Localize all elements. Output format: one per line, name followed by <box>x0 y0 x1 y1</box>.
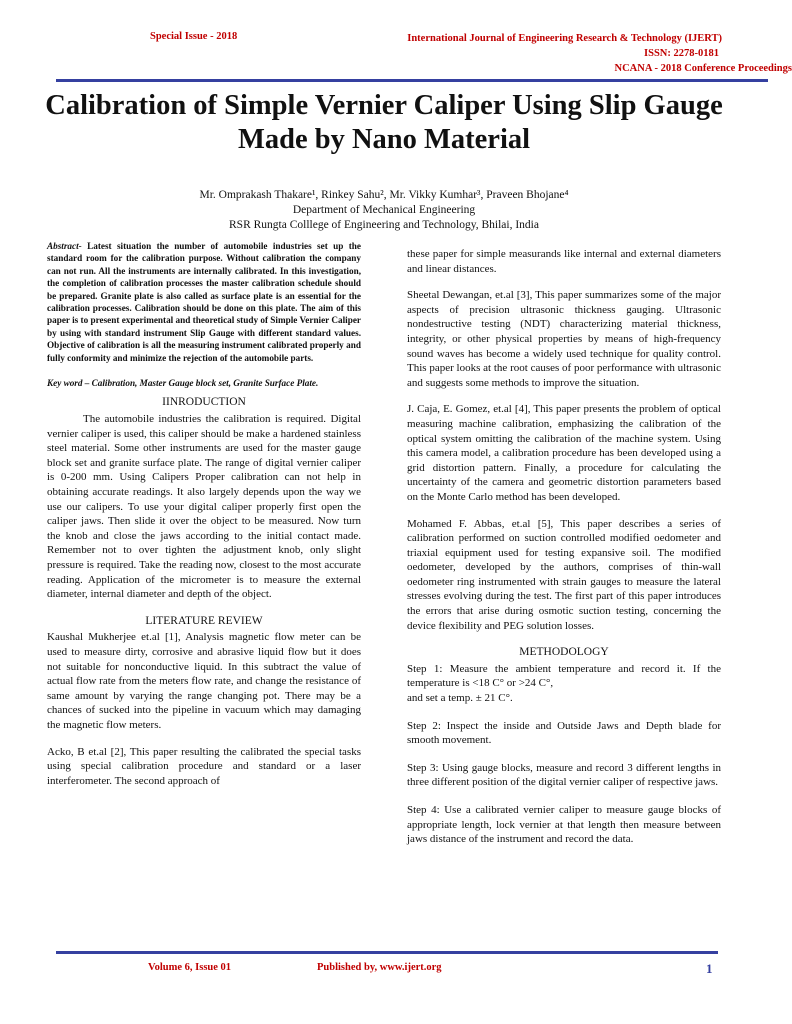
header-issn: ISSN: 2278-0181 <box>644 48 719 59</box>
header-journal: International Journal of Engineering Research & Technology (IJERT) <box>407 33 722 44</box>
literature-paragraph-1: Kaushal Mukherjee et.al [1], Analysis magnetic flow meter can be used to measure dirty, corrosive and abrasive liquid flow but it does not suitable for nonconductive liquid. In this subtract the value of actual flow rate from the meters flow rate, and change the resistance of same amount by varying the range changing pot. There may be a chances of sucked into the pipeline in vacuum which may damaging the magnetic flow meters. <box>47 631 361 731</box>
abstract-lead: Abstract- <box>47 241 82 251</box>
author-names: Mr. Omprakash Thakare¹, Rinkey Sahu², Mr. Vikky Kumhar³, Praveen Bhojane⁴ <box>199 189 569 201</box>
literature-paragraph-2: Acko, B et.al [2], This paper resulting the calibrated the special tasks using special calibration procedure and standard or a laser interferometer. The second approach of <box>47 745 361 787</box>
paper-title: Calibration of Simple Vernier Caliper Using Slip Gauge Made by Nano Material <box>45 90 723 155</box>
page-number: 1 <box>706 961 713 976</box>
left-column <box>47 240 361 800</box>
footer-rule <box>56 951 718 954</box>
author-block <box>40 188 728 233</box>
step-1-line-b: and set a temp. ± 21 C°. <box>407 692 513 705</box>
literature-paragraph-2-continued: these paper for simple measurands like internal and external diameters and linear distances. <box>407 248 721 275</box>
header-right <box>372 31 792 76</box>
methodology-step-4: Step 4: Use a calibrated vernier caliper to measure gauge blocks of appropriate length, lock vernier at that length then measure between jaws distance of the instrument and record the data. <box>407 804 721 846</box>
header-special-issue: Special Issue - 2018 <box>150 31 238 42</box>
literature-heading: LITERATURE REVIEW <box>145 614 263 627</box>
keywords: Key word – Calibration, Master Gauge block set, Granite Surface Plate. <box>47 378 319 389</box>
introduction-text: The automobile industries the calibration is required. Digital vernier caliper is used, this caliper should be make a hardened stainless steel material. Some other instruments are used for the master gauge block set and granite surface plate. The range of digital vernier caliper is 0-200 mm. Using Calipers Proper calibration can not help in obtaining accurate readings. It also largely depends upon the way we use our calipers. To use your digital caliper properly first open the caliper jaws. Then slide it over the object to be measured. Now turn the knob and close the jaws according to the initial contact made. Remember not to over tighten the adjustment knob, only slight pressure is required. Take the reading now, closest to the most accurate reading. Application of the micrometer is to measure the external diameter, internal diameter and depth of the object. <box>47 413 361 601</box>
literature-paragraph-5: Mohamed F. Abbas, et.al [5], This paper describes a series of calibration performed on suction controlled modified oedometer and triaxial equipment used for testing expansive soil. The modified oedometer, developed by the authors, comprises of thin-wall oedometer ring instrumented with strain gauges to measure the lateral stresses evolving during the test. The first part of this paper introduces the errors that arise during osmotic suction testing, concerning the device flexibility and PEG solution losses. <box>407 517 721 632</box>
introduction-heading: IINRODUCTION <box>162 396 246 409</box>
header-conference: NCANA - 2018 Conference Proceedings <box>614 63 792 74</box>
abstract <box>47 240 361 364</box>
footer-volume: Volume 6, Issue 01 <box>148 962 232 973</box>
literature-paragraph-4: J. Caja, E. Gomez, et.al [4], This paper presents the problem of optical measuring machine calibration, emphasizing the calibration of the optical system omitting the calibration of the machine system. Using this camera model, a calibration procedure has been developed using a grid distortion pattern. Finally, a procedure for calculating the uncertainty of the camera and geometric distortion parameters based on the Monte Carlo method has been developed. <box>407 403 721 503</box>
methodology-step-3: Step 3: Using gauge blocks, measure and record 3 different lengths in three different position of the digital vernier caliper of respective jaws. <box>407 761 721 789</box>
methodology-heading: METHODOLOGY <box>519 646 609 659</box>
author-institution: RSR Rungta Colllege of Engineering and Technology, Bhilai, India <box>229 219 539 231</box>
abstract-text: Latest situation the number of automobile industries set up the standard room for the calibration purpose. Without calibration the company can not run. All the instruments are internally calibrated. In this investigation, the completion of calibration processes the master calibration schedule should be prepared. Granite plate is also called as surface plate is an essential for the calibration processes. Calibration should be done on this plate. The aim of this paper is to present experimental and theoretical study of Simple Vernier Caliper by using with standard instrument Slip Gauge with different standard values. Objective of calibration is all the measuring instrument calibrated properly and fully conformity and minimize the rejection of the automobile parts. <box>47 241 361 363</box>
footer-publisher-link[interactable]: Published by, www.ijert.org <box>317 962 442 973</box>
right-column <box>407 247 721 860</box>
header-rule <box>56 79 768 82</box>
methodology-step-1 <box>407 662 721 706</box>
author-department: Department of Mechanical Engineering <box>292 204 476 216</box>
methodology-step-2: Step 2: Inspect the inside and Outside Jaws and Depth blade for smooth movement. <box>407 719 721 747</box>
step-1-line-a: Step 1: Measure the ambient temperature and record it. If the temperature is <18 C° or >24 C°, <box>407 662 721 690</box>
literature-paragraph-3: Sheetal Dewangan, et.al [3], This paper summarizes some of the major aspects of precision ultrasonic thickness gauging. Ultrasonic nondestructive testing (NDT) characterizing material thickness, integrity, or other physical properties by means of high-frequency sound waves has become a widely used technique for quality control. This paper looks at the root causes of poor performance with ultrasonic and suggests some methods to improve the situation. <box>407 289 721 389</box>
